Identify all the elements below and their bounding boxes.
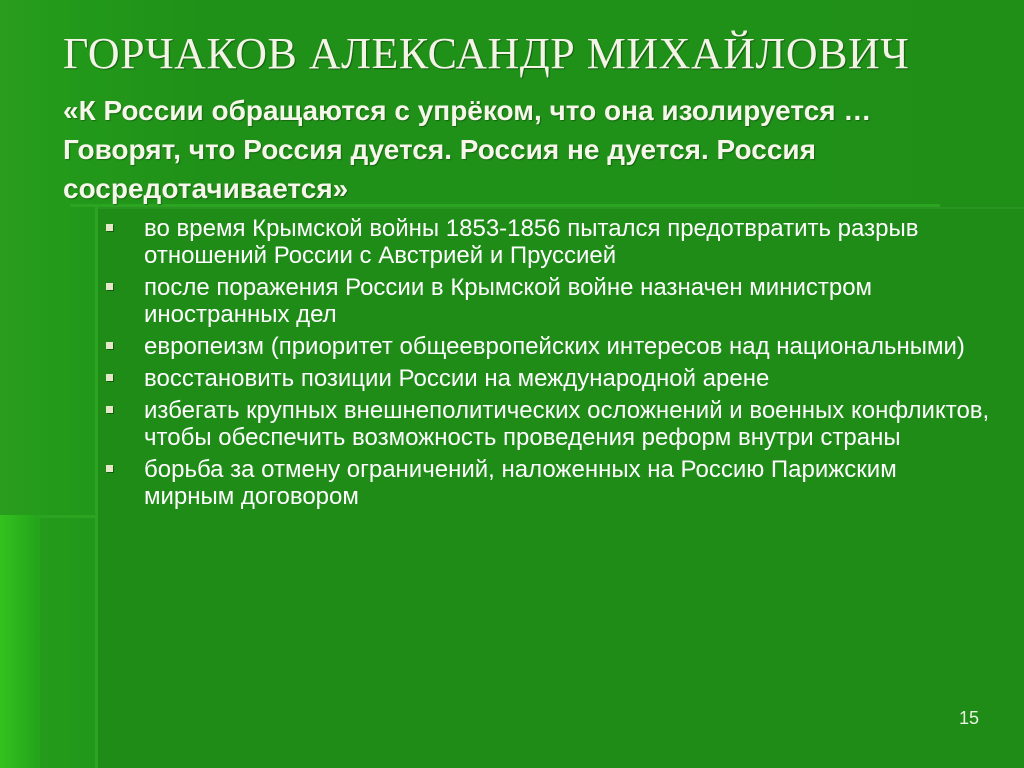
bullet-text: европеизм (приоритет общеевропейских интересов над национальными) <box>144 333 965 360</box>
list-item <box>101 397 991 451</box>
list-item <box>101 456 991 510</box>
background-left-band <box>0 515 40 768</box>
square-bullet-icon <box>106 283 113 290</box>
bullet-text: восстановить позиции России на международной арене <box>144 365 770 392</box>
list-item <box>101 333 991 360</box>
list-item <box>101 215 991 269</box>
square-bullet-icon <box>106 374 113 381</box>
square-bullet-icon <box>106 224 113 231</box>
slide-quote: «К России обращаются с упрёком, что она изолируется … Говорят, что Россия дуется. Россия не дуется. Россия сосредотачивается» <box>63 95 872 204</box>
page-number: 15 <box>958 708 979 728</box>
slide-title: ГОРЧАКОВ АЛЕКСАНДР МИХАЙЛОВИЧ <box>63 29 910 78</box>
bullet-text: после поражения России в Крымской войне назначен министром иностранных дел <box>144 274 873 328</box>
bullet-list <box>101 215 991 515</box>
square-bullet-icon <box>106 465 113 472</box>
bullet-text: во время Крымской войны 1853-1856 пытался предотвратить разрыв отношений России с Австрией и Пруссией <box>144 215 919 269</box>
square-bullet-icon <box>106 406 113 413</box>
background-divider-left <box>36 515 98 518</box>
square-bullet-icon <box>106 342 113 349</box>
background-divider-vertical <box>95 204 98 768</box>
list-item <box>101 365 991 392</box>
list-item <box>101 274 991 328</box>
bullet-text: борьба за отмену ограничений, наложенных на Россию Парижским мирным договором <box>144 456 897 510</box>
bullet-text: избегать крупных внешнеполитических осложнений и военных конфликтов, чтобы обеспечить возможность проведения реформ внутри страны <box>144 397 990 451</box>
